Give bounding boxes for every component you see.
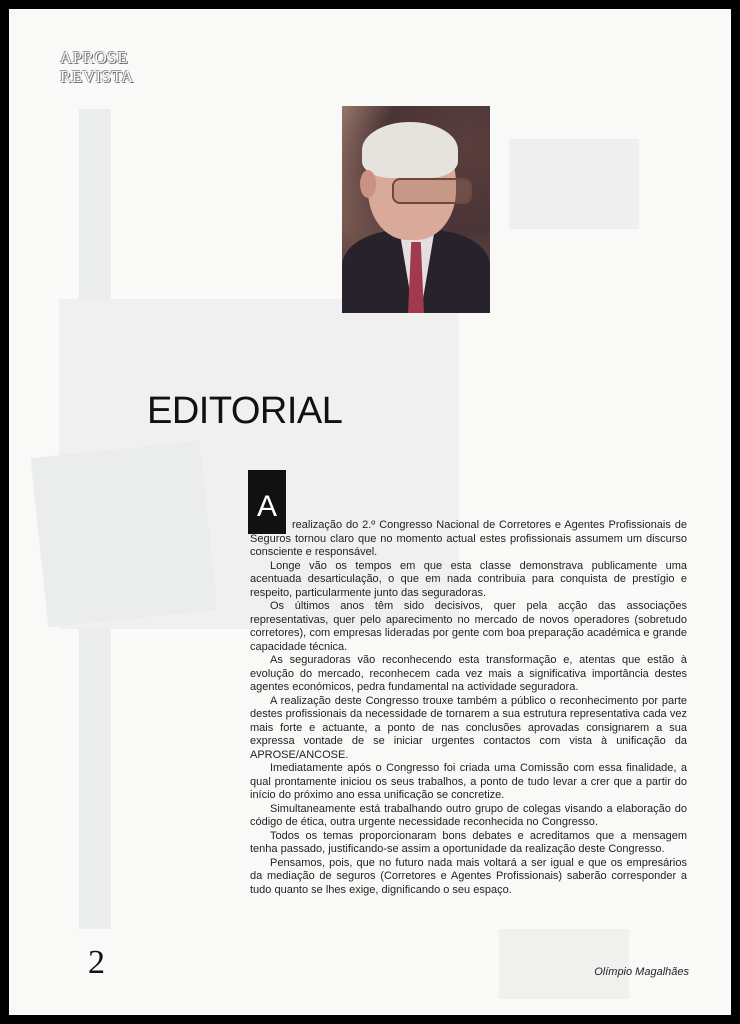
background-graphic (23, 18, 76, 192)
article-paragraph: realização do 2.º Congresso Nacional de Corretores e Agentes Profissionais de Seguros tornou claro que no momento actual estes profissionais assumem um discurso consciente e responsável. (250, 519, 687, 558)
article-body (250, 519, 687, 897)
article-paragraph: Simultaneamente está trabalhando outro grupo de colegas visando a elaboração do código de ética, outra urgente necessidade reconhecida no Congresso. (250, 802, 687, 828)
magazine-page (9, 9, 731, 1015)
article-paragraph: Imediatamente após o Congresso foi criada uma Comissão com essa finalidade, a qual prontamente iniciou os seus trabalhos, a ponto de tudo levar a crer que a partir do início do próximo ano essa unificação se concretize. (250, 762, 687, 801)
page-title: EDITORIAL (147, 390, 343, 432)
drop-cap: A (248, 470, 286, 534)
article-paragraph: Pensamos, pois, que no futuro nada mais voltará a ser igual e que os empresários da mediação de seguros (Corretores e Agentes Profissionais) saberão corresponder a tudo quanto se lhes exige, dignificando o seu espaço. (250, 856, 687, 896)
background-graphic (31, 441, 218, 628)
article-paragraph: As seguradoras vão reconhecendo esta transformação e, atentas que estão à evolução do mercado, reconhecem cada vez mais a significativa importância destes agentes económicos, pedra fundamental na actividade seguradora. (250, 654, 687, 693)
author-portrait (342, 106, 490, 313)
masthead-line2: REVISTA (60, 67, 134, 86)
masthead-line1: APROSE (60, 48, 129, 67)
masthead-logo (60, 48, 134, 86)
author-signature: Olímpio Magalhães (594, 966, 689, 978)
article-paragraph: Os últimos anos têm sido decisivos, quer pela acção das associações representativas, quer pelo aparecimento no mercado de novos operadores (sobretudo corretores), com empresas lideradas por gente com boa preparação académica e grande capacidade técnica. (250, 600, 687, 653)
page-number: 2 (88, 944, 105, 981)
article-paragraph: A realização deste Congresso trouxe também a público o reconhecimento por parte destes profissionais da necessidade de tornarem a sua estrutura representativa cada vez mais forte e actuante, a ponto de nas conclusões aprovadas consignarem a sua expressa vontade de se iniciar urgentes contactos com vista à unificação da APROSE/ANCOSE. (250, 694, 687, 761)
article-paragraph: Longe vão os tempos em que esta classe demonstrava publicamente uma acentuada desarticulação, o que em nada contribuia para conquista de prestígio e respeito, particularmente junto das seguradoras. (250, 559, 687, 599)
background-graphic (499, 929, 629, 999)
article-paragraph: Todos os temas proporcionaram bons debates e acreditamos que a mensagem tenha passado, justificando-se assim a oportunidade da realização deste Congresso. (250, 829, 687, 855)
background-graphic (509, 139, 639, 229)
